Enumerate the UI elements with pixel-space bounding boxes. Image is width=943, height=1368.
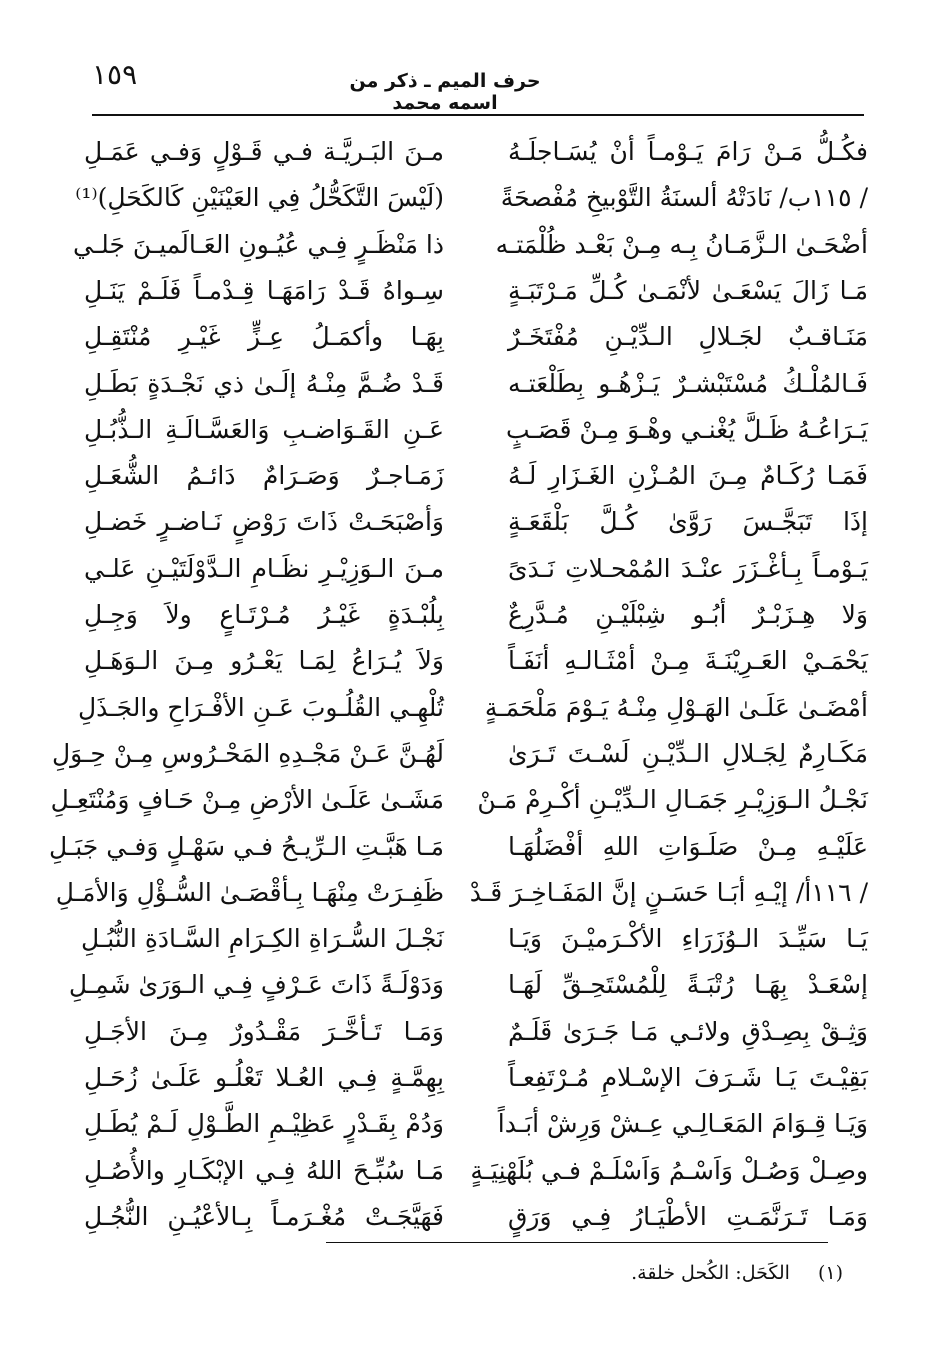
verse-line [84, 269, 868, 313]
verse-line [84, 1149, 868, 1193]
verse-second-hemistich: ظَفِـرَتْ مِنْهَـا بِـأقْصَـىٰ السُّـؤْلِ وَالأمَـلِ [55, 878, 444, 907]
page-number: ١٥٩ [92, 58, 138, 91]
verse-first-hemistich: مَكَـارِمٌ لِجَـلالِ الـدِّيْـنِ لَسْـتَ تَـرَىٰ [508, 739, 868, 768]
verse-first-hemistich: إذَا تَبَجَّـسَ رَوَّىٰ كُـلَّ بَلْقَعَـةٍ [508, 507, 868, 536]
footnote-number: (١) [817, 1262, 843, 1284]
verse-first-hemistich: إسْعَـدْ بِهَـا رُتْبَـةً لِلْمُسْتَحِـقِّ لَهَـا [508, 970, 868, 999]
verse-second-hemistich: تُلْهِـي القُلُـوبَ عَـنِ الأفْـرَاحِ والجَـذَلِ [78, 693, 444, 722]
verse-first-hemistich: / ١١٥ب/ نَادَتْهُ ألسنَةُ التَّوْبيخِ مُفْصحَةً [500, 183, 868, 212]
verse-line [84, 593, 868, 637]
verse-line [84, 1195, 868, 1239]
verse-line [73, 223, 868, 267]
verse-first-hemistich: أمْضَـىٰ عَلَـىٰ الهَـوْلِ مِنْـهُ يَـوْمَ مَلْحَمَـةٍ [484, 693, 868, 722]
verse-first-hemistich: يَـوْمـاً بِـأغْـزَرَ عنْـدَ المُمْحـلاتِ نَـدَىً [508, 554, 868, 583]
verse-second-hemistich: زَمَـاجـرٌ وَصَـرَامٌ دَائـمُ الشُّعَـلِ [84, 461, 444, 490]
verse-second-hemistich: ذا مَنْظَـرٍ فِـي عُيُـونِ العَـالَميـنَ جَلـي [73, 230, 444, 259]
verse-first-hemistich: وَمَـا تَـرَنَّمَـتِ الأطْيَـارُ فِـي وَرَقٍ [508, 1202, 868, 1231]
verse-line [84, 408, 868, 452]
verse-line [84, 1102, 868, 1146]
verse-first-hemistich: وصِـلْ وَصُـلْ وَاَسْـمُ وَاَسْلَـمْ فـي بُلَهْنِيَـةٍ [470, 1156, 868, 1185]
verse-first-hemistich: نَجْـلُ الـوَزِيْـرِ جَمَـالِ الـدِّيْـنِ أكْـرِمْ مَـنْ [477, 785, 868, 814]
verse-line [84, 362, 868, 406]
verse-second-hemistich: عَـنِ القَـوَاضـبِ وَالعَسَّـالَـةِ الـذُّبُـلِ [84, 415, 444, 444]
verse-first-hemistich: مَـا زَالَ يَسْعَـىٰ لأنْمَـىٰ كُـلِّ مَـرْتَبَـةٍ [508, 276, 868, 305]
verse-line [50, 778, 868, 822]
header-rule [92, 114, 864, 116]
verse-second-hemistich: وَأصْبَحَـتْ ذَاتَ رَوْضٍ نَـاضـرٍ خَضـلِ [84, 507, 444, 536]
verse-first-hemistich: فَمَـا رُكَـامٌ مِـنَ المُـزْنِ الغَـزَارِ لَـهُ [508, 461, 868, 490]
verse-line [51, 732, 868, 776]
verse-line [84, 454, 868, 498]
verse-first-hemistich: يَحْمَـيْ العَـرِيْنَـةَ مِـنْ أمْثَـالـهِ أنَفَـاً [508, 646, 868, 675]
verse-first-hemistich: وَثِـقْ بِصِـدْقِ ولائـي مَـا جَـرَىٰ قَلَـمٌ [508, 1017, 868, 1046]
verse-second-hemistich: مـنَ البَـريَّـة فـي قَـوْلٍ وَفـي عَمَـلِ [84, 137, 444, 166]
verse-second-hemistich: فَهَيَّجَـتْ مُغْـرَمـاً بِـالأعْيُـنِ النُّجُـلِ [84, 1202, 444, 1231]
verse-line [84, 639, 868, 683]
running-header: حرف الميم ـ ذكر من اسمه محمد [349, 70, 541, 114]
verse-first-hemistich: مَنَـاقـبٌ لجَـلالِ الـدِّيْـنِ مُفْتَخَـرٌ [508, 322, 868, 351]
verse-line [84, 315, 868, 359]
verse-second-hemistich: مَـا هَبَّـتِ الـرِّيـحُ فـي سَهْـلٍ وَفـي جَبَـلِ [49, 832, 444, 861]
verse-line [68, 963, 868, 1007]
verse-second-hemistich: بِلُبْـدَةٍ غَيْـرُ مُـرْتَـاعٍ ولاَ وَجِـلِ [84, 600, 444, 629]
verse-line [84, 130, 868, 174]
verse-line [49, 825, 868, 869]
verse-second-hemistich: وَدُمْ بِقَـدْرٍ عَظِيْـمِ الطَّـوْلِ لَـمْ يُطَـلِ [84, 1109, 444, 1138]
verse-first-hemistich: يَـرَاعُـهُ ظَـلَّ يُغْنـي وهْـوَ مِـنْ قَصَـبٍ [505, 415, 868, 444]
poem-body [49, 130, 868, 1240]
footnote-text: الكَحَل: الكُحل خلقة. [631, 1262, 790, 1284]
verse-line [78, 686, 868, 730]
verse-second-hemistich: وَدَوْلَـةً ذَاتَ عَـرْفٍ فِـي الـوَرَىٰ شَمِـلِ [68, 970, 444, 999]
verse-line [84, 1056, 868, 1100]
verse-second-hemistich: قَـدْ ضُـمَّ مِنْـهُ إلَـىٰ ذي نَجْـدَةٍ بَطَـلِ [84, 369, 444, 398]
verse-line [84, 1010, 868, 1054]
footnote-rule [326, 1242, 828, 1243]
verse-second-hemistich: بِهِمَّـةٍ فِـي العُـلا تَعْلُـو عَلَـىٰ زُحَـلِ [84, 1063, 444, 1092]
footnote [631, 1262, 843, 1284]
verse-second-hemistich: وَلاَ يُـرَاعُ لِمَـا يَعْـرُو مِـنَ الـوَهَـلِ [84, 646, 444, 675]
verse-line [55, 871, 868, 915]
verse-first-hemistich: يَـا سَيِّـدَ الـوُزَرَاءِ الأكْـرَميْـنَ وَيَـا [508, 924, 868, 953]
verse-first-hemistich: / ١١٦أ/ إيْـهِ أبَـا حَسَـنٍ إنَّ المَفَـاخِـرَ قَـدْ [469, 878, 868, 907]
verse-line [84, 500, 868, 544]
verse-first-hemistich: فَـالمُلْـكُ مُسْتَبْشـرٌ يَـزْهُـو بِطَلْعَتـه [508, 369, 868, 398]
verse-first-hemistich: وَيَـا قِـوَامَ المَعَـالِـي عِـشْ وَرِشْ أبَـداً [497, 1109, 868, 1138]
verse-second-hemistich: لَهُـنَّ عَـنْ مَجْـدِهِ المَحْـرُوسِ مِـنْ حِـوَلِ [51, 739, 444, 768]
verse-second-hemistich: سِـواهُ قَـدْ رَامَهَـا قِـدْمـاً فَلَـمْ يَنَـلِ [84, 276, 444, 305]
verse-second-hemistich: مـنَ الـوَزِيْـرِ نظَـامِ الـدَّوْلَتَيْـنِ عَلـي [84, 554, 444, 583]
verse-second-hemistich: مَـا سُبِّـحَ اللهُ فِـي الإبْكَـارِ والأُصُـلِ [84, 1156, 444, 1185]
verse-first-hemistich: بَقِيْـتَ يَـا شَـرَفَ الإسْـلامِ مُـرْتَفِعـاً [508, 1063, 868, 1092]
verse-second-hemistich: مَشَـىٰ عَلَـىٰ الأرْضِ مِـنْ حَـافٍ وَمُنْتَعِـلِ [50, 785, 444, 814]
verse-first-hemistich: عَلَيْـهِ مِـنْ صَلَـوَاتِ اللهِ أفْضَلُهَـا [508, 832, 868, 861]
verse-line [75, 176, 868, 220]
verse-line [80, 917, 868, 961]
verse-second-hemistich: وَمَـا تَـأخَّـرَ مَقْـدُورٌ مِـنَ الأجَـلِ [84, 1017, 444, 1046]
verse-second-hemistich: (لَيْسَ التَّكَحُّلُ فِي العَيْنَيْنِ كَالكَحَلِ)⁽¹⁾ [75, 183, 444, 212]
verse-line [84, 547, 868, 591]
verse-second-hemistich: بِهَـا وأكمَـلُ عِـزٍّ غَيْـرِ مُنْتَقِـلِ [84, 322, 444, 351]
verse-first-hemistich: أضْحَـىٰ الـزَّمَـانُ بِـه مِـنْ بَعْـد ظُلْمَتـه [495, 230, 868, 259]
verse-first-hemistich: وَلا هِـزَبْـرٌ أبُـو شِبْلَيْـنِ مُـدَّرِعٌ [508, 600, 868, 629]
verse-second-hemistich: نَجْـلَ السُّـرَاةِ الكِـرَامِ السَّـادَةِ النُّبُـلِ [80, 924, 444, 953]
verse-first-hemistich: فكُـلُّ مَـنْ رَامَ يَـوْمـاً أنْ يُسَـاجلَـهُ [508, 137, 868, 166]
